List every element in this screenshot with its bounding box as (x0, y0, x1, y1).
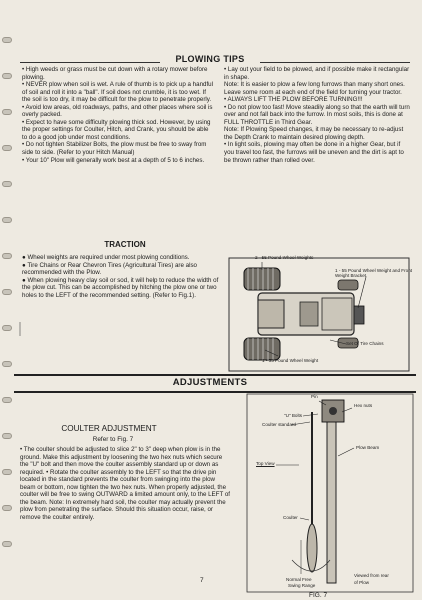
tip-paragraph: • Do not plow too fast! Move steadily along so that the earth will turn over and not fall back into the furrow. In most soils, this is done at FULL THROTTLE in Third Gear. (224, 103, 410, 126)
tip-paragraph: • High weeds or grass must be cut down with a rotary mower before plowing. (22, 66, 208, 81)
label-wheel-weight-bottom: 1 - 55 Pound Wheel Weight (262, 358, 319, 363)
tip-paragraph: • Avoid low areas, old roadways, paths, and other places where soil is overly packed. (22, 103, 213, 119)
label-of-plow: of Plow (354, 580, 370, 585)
tip-paragraph: • Your 10" Plow will generally work best at a depth of 5 to 6 inches. (22, 156, 205, 164)
label-tire-chains: Set Of Tire Chains (346, 341, 384, 346)
label-swing-range: Swing Range (288, 583, 316, 588)
label-top-view: Top View (256, 461, 275, 466)
tip-paragraph: • Expect to have some difficulty plowing thick sod. However, by using the proper settings for Coulter, Hitch, and Crank, you should be able to do a good job under most conditions. (22, 118, 211, 141)
tip-paragraph: • Lay out your field to be plowed, and if possible make it rectangular in shape. (224, 66, 410, 81)
tip-paragraph: Note: If Plowing Speed changes, it may be necessary to re-adjust the Depth Crank to maintain desired plowing depth. (224, 126, 404, 141)
tip-paragraph: • Do not tighten Stabilizer Bolts, the plow must be free to sway from side to side. (Refer to your Hitch Manual) (22, 141, 207, 157)
label-viewed-from-rear: Viewed from rear (354, 573, 389, 578)
label-front-weight: 1 - 55 Pound Wheel Weight and Front Weight Bracket. (335, 268, 413, 279)
label-hex-nuts: Hex nuts (354, 403, 373, 408)
label-wheel-weights-top: 2 - 55 Pound Wheel Weights (255, 255, 314, 260)
label-normal-free: Normal Free (286, 577, 312, 582)
tip-paragraph: • In light soils, plowing may often be done in a higher Gear, but if you travel too fast, the furrows will be uneven and the dirt is apt to be thrown rather than rolled over. (224, 141, 404, 164)
label-plow-beam: Plow Beam (356, 445, 380, 450)
adjustments-title: ADJUSTMENTS (172, 377, 248, 388)
plowing-tips-title: PLOWING TIPS (160, 54, 260, 64)
fig-label: FIG. 7 (309, 592, 328, 599)
page-number: 7 (200, 577, 204, 584)
traction-paragraph: ● When plowing heavy clay soil or sod, it will help to reduce the width of the plow cut. This can be accomplished by hitching the plow one or two holes to the LEFT of the recommended setting. (Refer to Fig.1). (22, 276, 219, 299)
tip-paragraph: • NEVER plow when soil is wet. A rule of thumb is to pick up a handful of soil and roll it into a "ball". If soil does not crumble, it is too wet. If the soil is too dry, it may be difficult for the plow to penetrate properly. (22, 81, 213, 104)
coulter-paragraph: • The coulter should be adjusted to slice 2" to 3" deep when plow is in the ground. Make this adjustment by loosening the two hex nuts which secure the "U" bolt and then move the coulter assembly standard up or down as required. • Rotate the coulter assembly to the LEFT so that the drive pin located in the standard prevents the coulter from swinging into the plow beam or bottom, now tighten the two hex nuts. When properly adjusted, the coulter will be free to swing OUTWARD a limited amount only, to the LEFT of the beam. Note: In extremely hard soil, the coulter may actually prevent the plow from penetrating the surface. Should this situation occur, raise, or remove the coulter entirely. (20, 446, 230, 521)
label-coulter-standard: Coulter standard (262, 422, 296, 427)
label-coulter: Coulter (283, 515, 298, 520)
traction-title: TRACTION (104, 240, 146, 249)
label-pin: Pin (311, 394, 318, 399)
tip-paragraph: Note: It is easier to plow a few long furrows than many short ones. Leave some room at each end of the field for turning your tractor. (224, 81, 405, 96)
traction-paragraph: ● Tire Chains or Rear Chevron Tires (Agricultural Tires) are also recommended with the Plow. (22, 261, 197, 277)
refer-fig7: Refer to Fig. 7 (92, 436, 134, 443)
tip-paragraph: • ALWAYS LIFT THE PLOW BEFORE TURNING!!! (224, 96, 363, 104)
traction-paragraph: ● Wheel weights are required under most plowing conditions. (22, 254, 190, 261)
coulter-adjustment-title: COULTER ADJUSTMENT (61, 424, 157, 433)
label-u-bolts: "U" Bolts (284, 413, 303, 418)
